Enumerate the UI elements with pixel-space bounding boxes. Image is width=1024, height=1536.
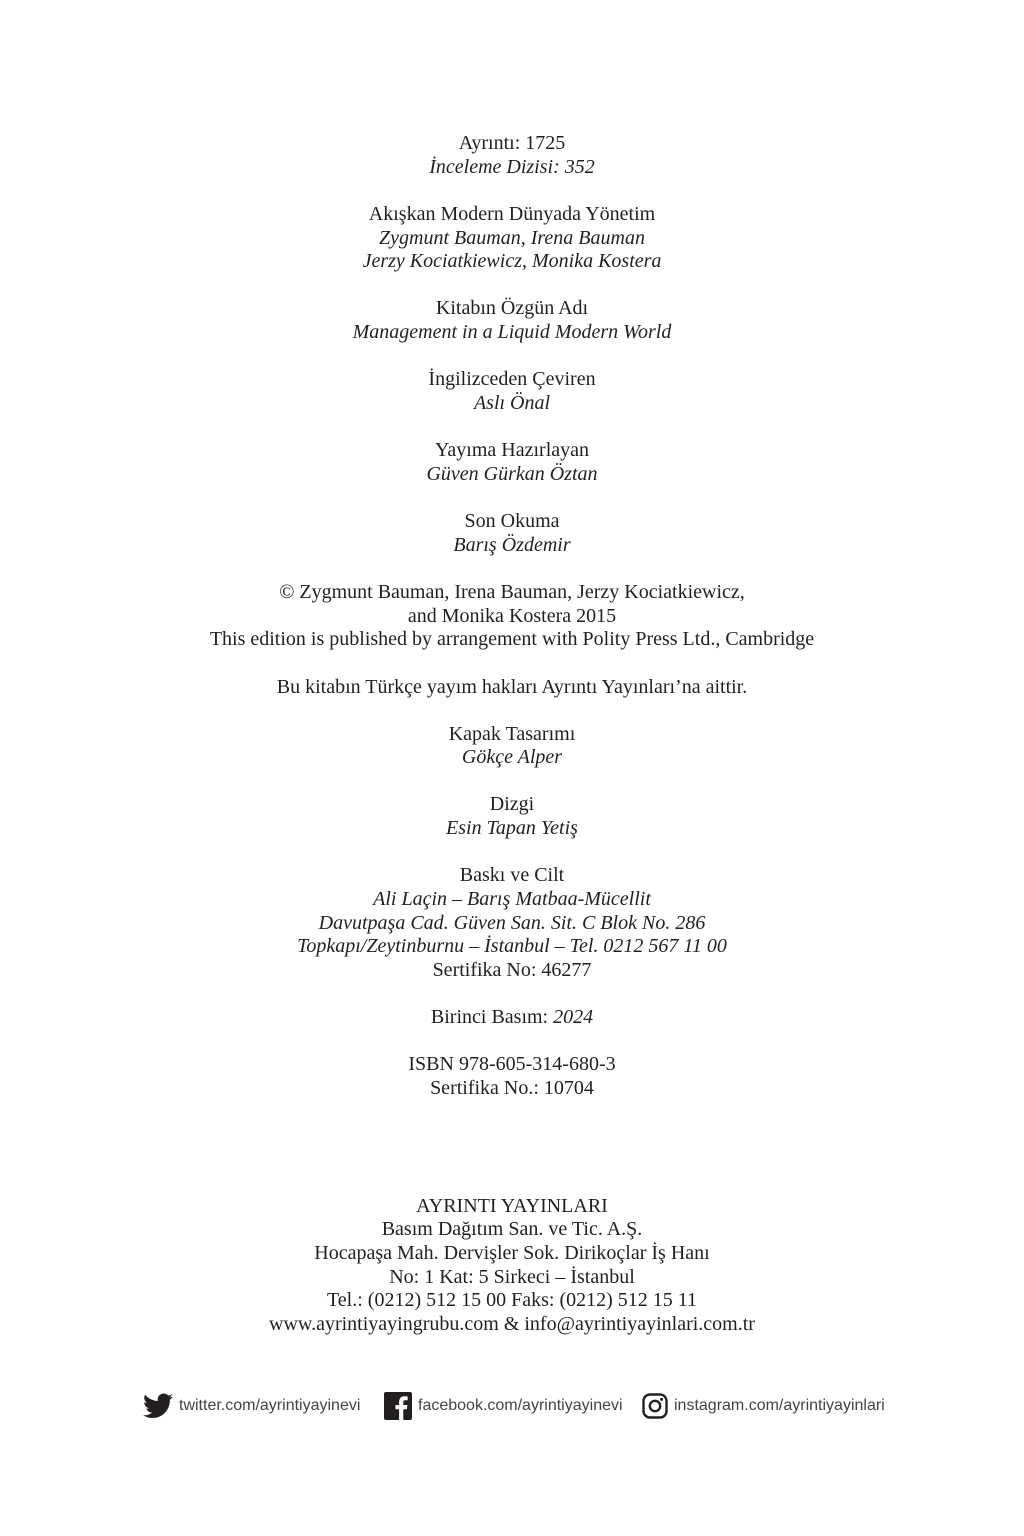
instagram-label: instagram.com/ayrintiyayinlari xyxy=(674,1397,885,1414)
isbn: ISBN 978-605-314-680-3 xyxy=(408,1053,616,1075)
printing-line1: Ali Laçin – Barış Matbaa-Mücellit xyxy=(373,888,651,910)
facebook-link[interactable] xyxy=(384,1390,623,1422)
printing-line2: Davutpaşa Cad. Güven San. Sit. C Blok No. 286 xyxy=(318,912,706,934)
isbn-certificate: Sertifika No.: 10704 xyxy=(430,1077,594,1099)
copyright-line2: and Monika Kostera 2015 xyxy=(407,605,617,627)
printing-label: Baskı ve Cilt xyxy=(459,864,565,886)
cover-design-value: Gökçe Alper xyxy=(461,746,563,768)
translator-label: İngilizceden Çeviren xyxy=(428,368,596,390)
instagram-link[interactable] xyxy=(642,1390,885,1422)
twitter-icon xyxy=(143,1393,179,1419)
edition-label: Birinci Basım: xyxy=(430,1006,549,1028)
translator-value: Aslı Önal xyxy=(473,392,551,414)
proofreading-label: Son Okuma xyxy=(464,510,560,532)
series-number: Ayrıntı: 1725 xyxy=(458,132,566,154)
book-title: Akışkan Modern Dünyada Yönetim xyxy=(368,203,656,225)
editor-value: Güven Gürkan Öztan xyxy=(426,463,598,485)
instagram-icon xyxy=(642,1393,674,1419)
publisher-address1: Hocapaşa Mah. Dervişler Sok. Dirikoçlar İş Hanı xyxy=(314,1242,710,1264)
printing-line3: Topkapı/Zeytinburnu – İstanbul – Tel. 0212 567 11 00 xyxy=(297,935,727,957)
publisher-company: Basım Dağıtım San. ve Tic. A.Ş. xyxy=(381,1218,643,1240)
twitter-label: twitter.com/ayrintiyayinevi xyxy=(179,1397,361,1414)
printing-certificate: Sertifika No: 46277 xyxy=(432,959,592,981)
publisher-web: www.ayrintiyayingrubu.com & info@ayrintiyayinlari.com.tr xyxy=(269,1313,755,1335)
typesetting-value: Esin Tapan Yetiş xyxy=(446,817,578,839)
original-title-value: Management in a Liquid Modern World xyxy=(352,321,672,343)
publisher-name: AYRINTI YAYINLARI xyxy=(416,1195,608,1217)
facebook-icon xyxy=(384,1392,418,1420)
copyright-line3: This edition is published by arrangement with Polity Press Ltd., Cambridge xyxy=(209,628,815,650)
series-subseries: İnceleme Dizisi: 352 xyxy=(429,156,595,178)
original-title-label: Kitabın Özgün Adı xyxy=(435,297,589,319)
copyright-line1: © Zygmunt Bauman, Irena Bauman, Jerzy Kociatkiewicz, xyxy=(279,581,745,603)
edition xyxy=(0,1005,1024,1029)
twitter-link[interactable] xyxy=(143,1390,360,1422)
book-authors-line1: Zygmunt Bauman, Irena Bauman xyxy=(379,227,645,249)
publisher-phone: Tel.: (0212) 512 15 00 Faks: (0212) 512 15 11 xyxy=(326,1289,698,1311)
typesetting-label: Dizgi xyxy=(489,793,535,815)
editor-label: Yayıma Hazırlayan xyxy=(434,439,590,461)
book-authors-line2: Jerzy Kociatkiewicz, Monika Kostera xyxy=(362,250,662,272)
edition-year: 2024 xyxy=(553,1006,594,1028)
facebook-label: facebook.com/ayrintiyayinevi xyxy=(418,1397,623,1414)
proofreading-value: Barış Özdemir xyxy=(453,534,571,556)
publisher-address2: No: 1 Kat: 5 Sirkeci – İstanbul xyxy=(389,1266,635,1288)
cover-design-label: Kapak Tasarımı xyxy=(448,723,576,745)
rights-notice: Bu kitabın Türkçe yayım hakları Ayrıntı Yayınları’na aittir. xyxy=(276,676,748,698)
